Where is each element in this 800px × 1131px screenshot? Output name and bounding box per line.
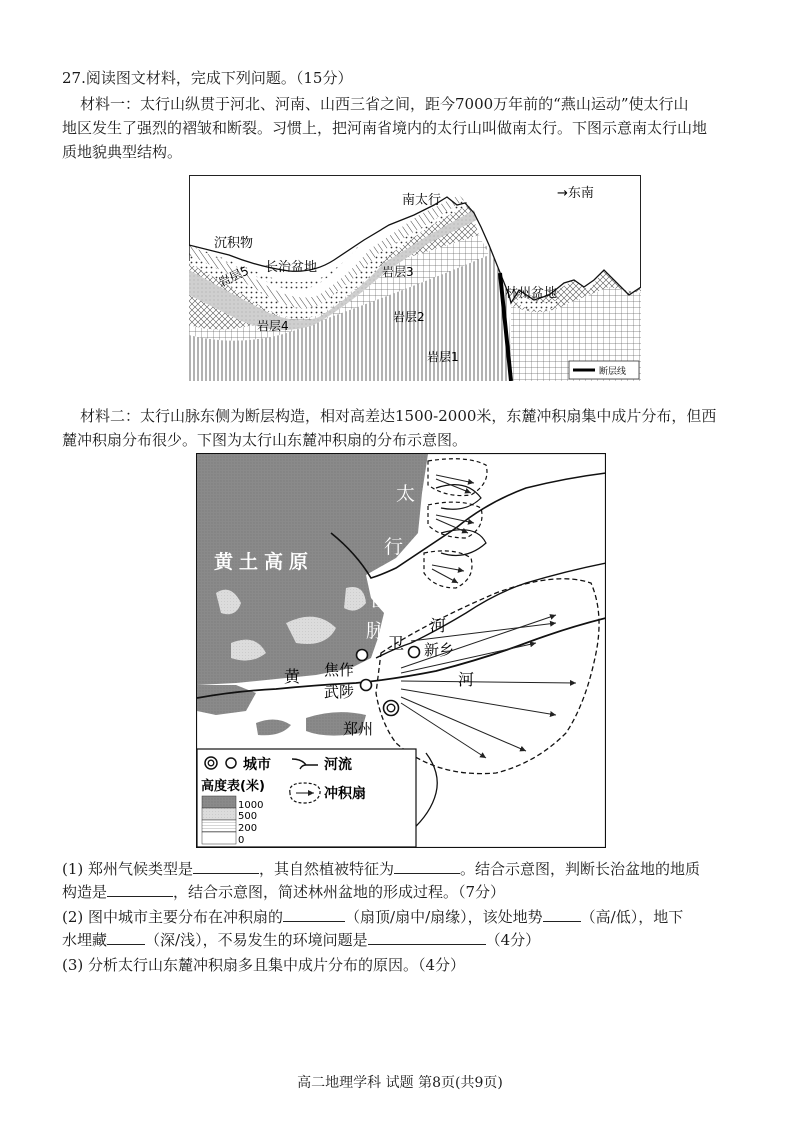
material1-line2: 地区发生了强烈的褶皱和断裂。习惯上，把河南省境内的太行山叫做南太行。下图示意南太行山地 — [62, 119, 708, 137]
label-loess-plateau: 黄土高原 — [214, 551, 315, 573]
legend-h0: 0 — [238, 835, 245, 846]
label-he-upper: 河 — [430, 616, 447, 635]
question-2-line2 — [62, 930, 540, 950]
q1-blank-vegetation[interactable] — [394, 859, 460, 874]
q2-text-c: （高/低），地下 — [580, 908, 684, 926]
legend-h1000: 1000 — [238, 800, 264, 811]
label-changzhi-basin: 长治盆地 — [265, 260, 318, 275]
question-1-line1 — [62, 859, 700, 879]
label-wei: 卫 — [388, 634, 405, 653]
legend-city: 城市 — [243, 757, 271, 773]
q2-text-d: 水埋藏 — [62, 931, 108, 949]
legend-h200: 200 — [238, 823, 258, 834]
legend-height-title: 高度表(米) — [201, 779, 265, 794]
label-wuzhi: 武陟 — [324, 683, 355, 701]
label-south-taihang: 南太行 — [402, 193, 442, 208]
question-1-line2 — [62, 882, 505, 902]
legend-river: 河流 — [324, 757, 352, 773]
q2-blank-environment[interactable] — [368, 930, 486, 945]
q1-text-d: 构造是 — [62, 883, 108, 901]
label-rock5: 岩层5 — [216, 263, 251, 290]
alluvial-fan-map — [196, 453, 606, 848]
q1-text-e: ，结合示意图，简述林州盆地的形成过程。（7分） — [173, 883, 506, 901]
legend-fault-line: 断层线 — [599, 367, 627, 377]
material1-line3: 质地貌典型结构。 — [62, 143, 183, 161]
label-sediment: 沉积物 — [214, 236, 254, 251]
q2-blank-groundwater[interactable] — [107, 930, 145, 945]
q1-text-a: (1) 郑州气候类型是 — [62, 860, 194, 878]
q2-text-a: (2) 图中城市主要分布在冲积扇的 — [62, 908, 284, 926]
label-tai: 太 — [396, 483, 416, 505]
label-mai: 脉 — [366, 620, 386, 642]
label-rock3: 岩层3 — [382, 265, 414, 279]
q1-blank-climate[interactable] — [193, 859, 259, 874]
q1-text-b: ，其自然植被特征为 — [259, 860, 395, 878]
page-footer: 高二地理学科 试题 第8页(共9页) — [297, 1075, 503, 1091]
label-zhengzhou: 郑州 — [343, 720, 374, 738]
label-xinxiang: 新乡 — [424, 641, 455, 659]
material2-line1: 材料二：太行山脉东侧为断层构造，相对高差达1500-2000米，东麓冲积扇集中成片分布，但西 — [80, 407, 717, 425]
label-jiaozuo: 焦作 — [324, 661, 355, 679]
q2-blank-terrain[interactable] — [543, 907, 581, 922]
legend-alluvial-fan: 冲积扇 — [324, 786, 366, 802]
q2-text-e: （深/浅），不易发生的环境问题是 — [145, 931, 368, 949]
legend-h500: 500 — [238, 811, 258, 822]
q1-blank-structure[interactable] — [107, 882, 173, 897]
label-rock4: 岩层4 — [257, 319, 289, 333]
label-rock2: 岩层2 — [393, 310, 425, 324]
material1-line1: 材料一：太行山纵贯于河北、河南、山西三省之间，距今7000万年前的“燕山运动”使太行山 — [80, 95, 689, 113]
q2-text-f: （4分） — [485, 931, 541, 949]
geologic-cross-section — [189, 175, 641, 381]
label-southeast: →东南 — [557, 186, 594, 201]
material2-line2: 麓冲积扇分布很少。下图为太行山东麓冲积扇的分布示意图。 — [62, 431, 468, 449]
question-title: 27.阅读图文材料，完成下列问题。（15分） — [62, 69, 353, 87]
label-hang: 行 — [384, 536, 404, 558]
q1-text-c: 。结合示意图，判断长治盆地的地质 — [460, 860, 701, 878]
label-rock1: 岩层1 — [427, 350, 459, 364]
label-huang: 黄 — [284, 667, 301, 686]
q2-text-b: （扇顶/扇中/扇缘），该处地势 — [345, 908, 543, 926]
question-2-line1 — [62, 907, 683, 927]
q2-blank-fan-part[interactable] — [283, 907, 345, 922]
label-linzhou-basin: 林州盆地 — [505, 286, 558, 301]
question-3: (3) 分析太行山东麓冲积扇多且集中成片分布的原因。（4分） — [62, 956, 466, 974]
label-he-lower: 河 — [458, 670, 475, 689]
label-shan: 山 — [371, 590, 391, 612]
